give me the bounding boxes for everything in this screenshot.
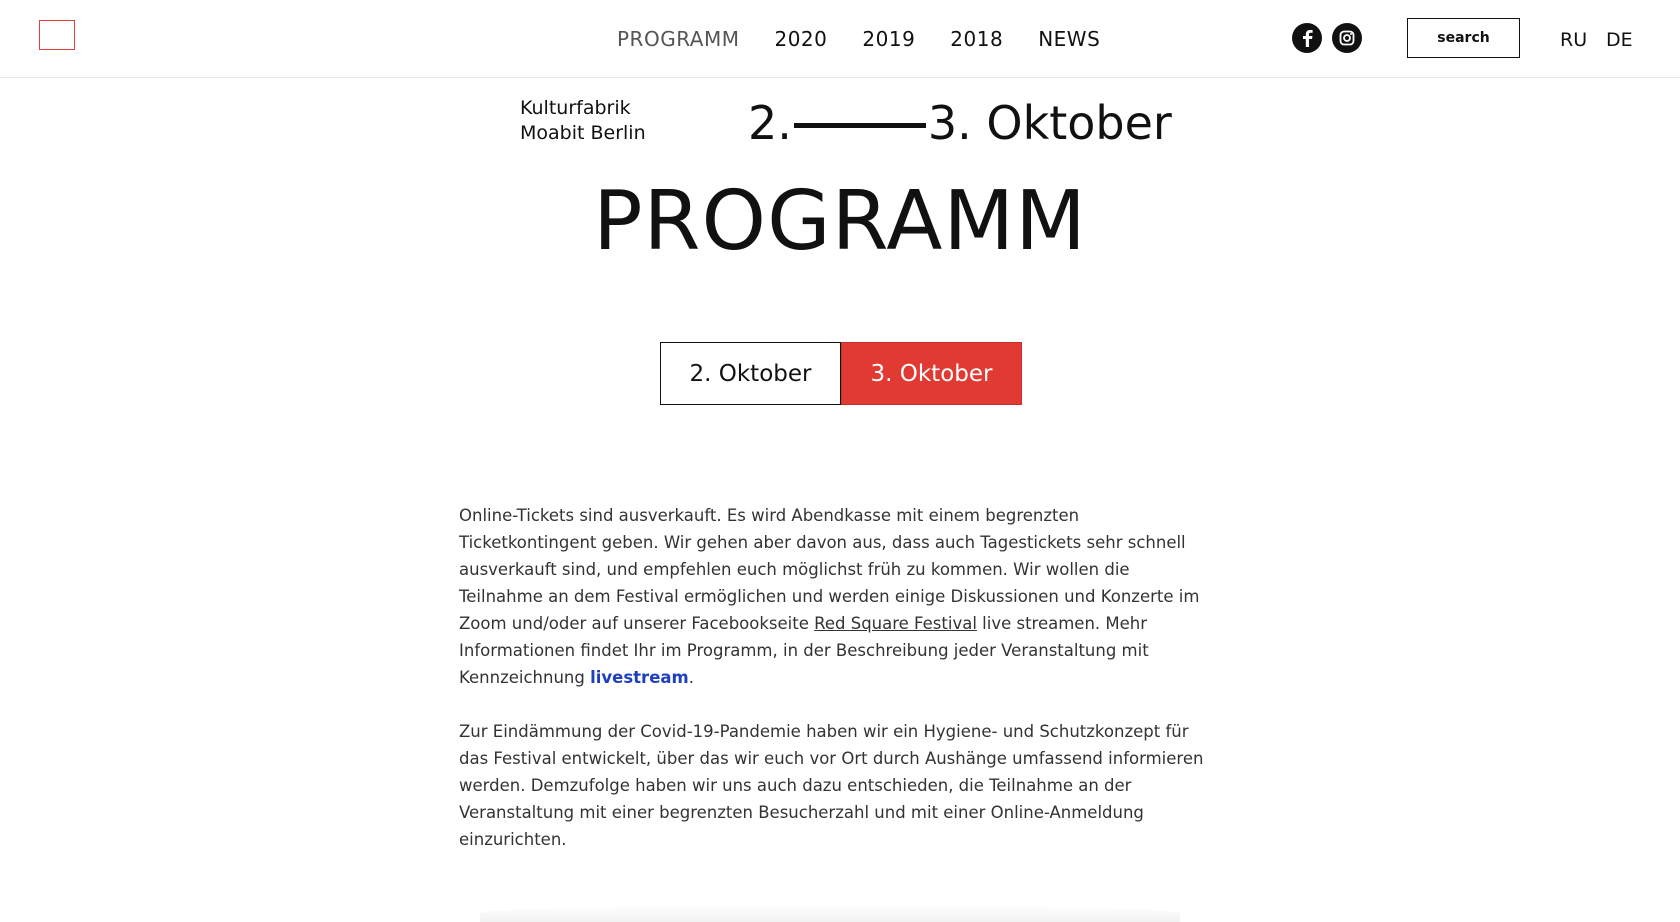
paragraph-tickets [459, 502, 1209, 691]
lang-ru[interactable]: RU [1560, 29, 1588, 51]
date-end: 3. Oktober [927, 96, 1172, 150]
p1-end: . [688, 668, 694, 687]
facebook-icon[interactable] [1292, 23, 1322, 53]
p1-part1: Online-Tickets sind ausverkauft. Es wird Abendkasse mit einem begrenzten Ticketkontingent geben. Wir gehen aber davon aus, dass auch Tagestickets sehr schnell ausverkauft sind, und empfehlen euch möglichst früh zu kommen. Wir wollen die Teilnahme an dem Festival ermöglichen und werden einige Diskussionen und Konzerte im Zoom und/oder auf unserer Facebookseite [459, 506, 1200, 633]
info-text [459, 502, 1209, 880]
festival-dates [748, 92, 1172, 154]
site-header [0, 0, 1680, 78]
facebook-glyph [1300, 29, 1314, 47]
date-dash [794, 123, 926, 128]
instagram-glyph [1339, 30, 1355, 46]
p1-part2: live streamen. Mehr Informationen findet Ihr im Programm, in der Beschreibung jeder Veranstaltung mit Kennzeichnung [459, 614, 1149, 687]
date-tabs [660, 342, 1022, 405]
paragraph-covid: Zur Eindämmung der Covid-19-Pandemie haben wir ein Hygiene- und Schutzkonzept für das Festival entwickelt, über das wir euch vor Ort durch Aushänge umfassend informieren werden. Demzufolge haben wir uns auch dazu entschieden, die Teilnahme an der Veranstaltung mit einer begrenzten Besucherzahl und mit einer Online-Anmeldung einzurichten. [459, 722, 1204, 849]
nav-2020[interactable]: 2020 [774, 27, 828, 51]
nav-programm[interactable]: PROGRAMM [617, 27, 740, 51]
search-button[interactable]: search [1407, 18, 1520, 58]
main-nav [617, 26, 1100, 52]
red-square-festival-link[interactable]: Red Square Festival [814, 614, 977, 633]
nav-2019[interactable]: 2019 [862, 27, 916, 51]
venue-line-1: Kulturfabrik [520, 97, 631, 119]
date-start: 2. [748, 96, 792, 150]
nav-2018[interactable]: 2018 [950, 27, 1004, 51]
nav-news[interactable]: NEWS [1038, 27, 1101, 51]
scroll-shadow [480, 905, 1180, 922]
tab-3-oktober[interactable]: 3. Oktober [841, 342, 1022, 405]
venue-line-2: Moabit Berlin [520, 122, 646, 144]
livestream-tag: livestream [590, 668, 689, 687]
lang-de[interactable]: DE [1606, 29, 1633, 51]
tab-2-oktober[interactable]: 2. Oktober [660, 342, 841, 405]
logo[interactable] [39, 20, 75, 50]
page-title: PROGRAMM [593, 174, 1087, 269]
instagram-icon[interactable] [1332, 23, 1362, 53]
venue [520, 96, 646, 146]
